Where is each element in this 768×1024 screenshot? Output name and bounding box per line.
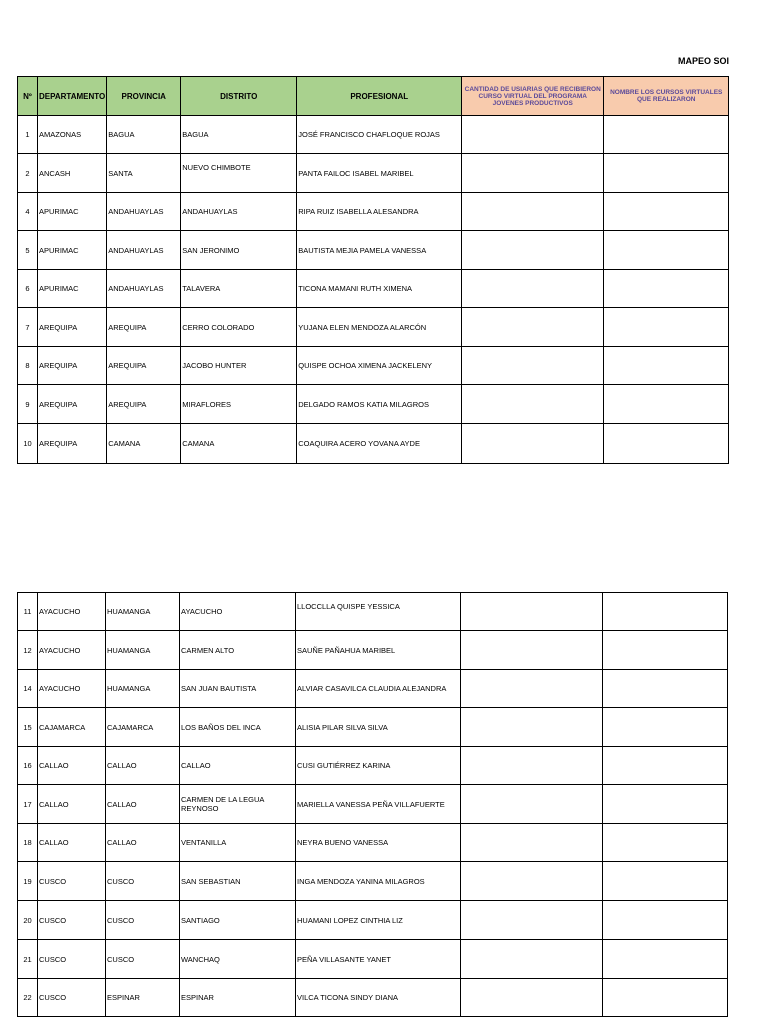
table-row <box>18 979 728 1017</box>
profesional-cell: PEÑA VILLASANTE YANET <box>296 940 461 979</box>
table-row <box>18 424 729 464</box>
profesional-cell: MARIELLA VANESSA PEÑA VILLAFUERTE <box>296 785 461 824</box>
distrito-cell: LOS BAÑOS DEL INCA <box>180 708 296 747</box>
cantidad-cell <box>462 424 604 464</box>
departamento-cell: CALLAO <box>38 824 106 862</box>
provincia-cell: ANDAHUAYLAS <box>107 193 181 231</box>
departamento-cell: APURIMAC <box>38 193 107 231</box>
cantidad-cell <box>461 708 603 747</box>
row-number: 11 <box>18 593 38 631</box>
profesional-cell: PANTA FAILOC ISABEL MARIBEL <box>297 154 462 193</box>
cantidad-cell <box>461 785 603 824</box>
cantidad-cell <box>461 670 603 708</box>
profesional-cell: LLOCCLLA QUISPE YESSICA <box>296 593 461 631</box>
distrito-cell: CARMEN ALTO <box>180 631 296 670</box>
row-number: 7 <box>18 308 38 347</box>
table-row <box>18 116 729 154</box>
distrito-cell: AYACUCHO <box>180 593 296 631</box>
profesional-cell: NEYRA BUENO VANESSA <box>296 824 461 862</box>
nombre-cursos-cell <box>603 593 728 631</box>
table-row <box>18 154 729 193</box>
nombre-cursos-cell <box>604 193 729 231</box>
header-departamento: DEPARTAMENTO <box>38 77 107 116</box>
distrito-cell: SAN JERONIMO <box>181 231 297 270</box>
departamento-cell: CAJAMARCA <box>38 708 106 747</box>
provincia-cell: AREQUIPA <box>107 308 181 347</box>
provincia-cell: ANDAHUAYLAS <box>107 270 181 308</box>
distrito-cell: JACOBO HUNTER <box>181 347 297 385</box>
distrito-cell: SANTIAGO <box>180 901 296 940</box>
cantidad-cell <box>461 824 603 862</box>
profesional-cell: QUISPE OCHOA XIMENA JACKELENY <box>297 347 462 385</box>
provincia-cell: CAMANA <box>107 424 181 464</box>
table-row <box>18 901 728 940</box>
table-row <box>18 824 728 862</box>
departamento-cell: CALLAO <box>38 747 106 785</box>
nombre-cursos-cell <box>603 862 728 901</box>
profesional-cell: BAUTISTA MEJIA PAMELA VANESSA <box>297 231 462 270</box>
profesional-cell: DELGADO RAMOS KATIA MILAGROS <box>297 385 462 424</box>
cantidad-cell <box>462 116 604 154</box>
profesional-cell: ALISIA PILAR SILVA SILVA <box>296 708 461 747</box>
header-cantidad: CANTIDAD DE USIARIAS QUE RECIBIERON CURSO VIRTUAL DEL PROGRAMA JOVENES PRODUCTIVOS <box>462 77 604 116</box>
provincia-cell: BAGUA <box>107 116 181 154</box>
departamento-cell: ANCASH <box>38 154 107 193</box>
provincia-cell: CALLAO <box>106 747 180 785</box>
cantidad-cell <box>461 631 603 670</box>
cantidad-cell <box>461 593 603 631</box>
departamento-cell: APURIMAC <box>38 270 107 308</box>
nombre-cursos-cell <box>604 308 729 347</box>
profesional-cell: CUSI GUTIÉRREZ KARINA <box>296 747 461 785</box>
cantidad-cell <box>462 193 604 231</box>
departamento-cell: CUSCO <box>38 979 106 1017</box>
cantidad-cell <box>461 940 603 979</box>
distrito-cell: CERRO COLORADO <box>181 308 297 347</box>
table-row <box>18 940 728 979</box>
departamento-cell: CALLAO <box>38 785 106 824</box>
table-row <box>18 231 729 270</box>
row-number: 1 <box>18 116 38 154</box>
table-row <box>18 593 728 631</box>
profesional-cell: VILCA TICONA SINDY DIANA <box>296 979 461 1017</box>
departamento-cell: AREQUIPA <box>38 347 107 385</box>
table-row <box>18 708 728 747</box>
row-number: 20 <box>18 901 38 940</box>
cantidad-cell <box>462 270 604 308</box>
table-row <box>18 670 728 708</box>
table-row <box>18 785 728 824</box>
distrito-cell: TALAVERA <box>181 270 297 308</box>
table-row <box>18 862 728 901</box>
provincia-cell: CUSCO <box>106 901 180 940</box>
provincia-cell: AREQUIPA <box>107 347 181 385</box>
provincia-cell: CALLAO <box>106 785 180 824</box>
nombre-cursos-cell <box>603 785 728 824</box>
profesional-cell: ALVIAR CASAVILCA CLAUDIA ALEJANDRA <box>296 670 461 708</box>
header-provincia: PROVINCIA <box>107 77 181 116</box>
row-number: 10 <box>18 424 38 464</box>
mapeo-table-top <box>17 76 729 464</box>
profesional-cell: COAQUIRA ACERO YOVANA AYDE <box>297 424 462 464</box>
provincia-cell: ESPINAR <box>106 979 180 1017</box>
table-row <box>18 193 729 231</box>
distrito-cell: VENTANILLA <box>180 824 296 862</box>
row-number: 4 <box>18 193 38 231</box>
departamento-cell: AYACUCHO <box>38 631 106 670</box>
header-nombre-cursos: NOMBRE LOS CURSOS VIRTUALES QUE REALIZARON <box>604 77 729 116</box>
provincia-cell: CAJAMARCA <box>106 708 180 747</box>
row-number: 17 <box>18 785 38 824</box>
cantidad-cell <box>462 231 604 270</box>
table-row <box>18 308 729 347</box>
departamento-cell: AYACUCHO <box>38 593 106 631</box>
nombre-cursos-cell <box>604 231 729 270</box>
departamento-cell: CUSCO <box>38 940 106 979</box>
nombre-cursos-cell <box>603 979 728 1017</box>
cantidad-cell <box>462 308 604 347</box>
departamento-cell: APURIMAC <box>38 231 107 270</box>
row-number: 18 <box>18 824 38 862</box>
distrito-cell: CALLAO <box>180 747 296 785</box>
provincia-cell: SANTA <box>107 154 181 193</box>
profesional-cell: JOSÉ FRANCISCO CHAFLOQUE ROJAS <box>297 116 462 154</box>
departamento-cell: AMAZONAS <box>38 116 107 154</box>
provincia-cell: HUAMANGA <box>106 631 180 670</box>
nombre-cursos-cell <box>604 154 729 193</box>
departamento-cell: CUSCO <box>38 901 106 940</box>
nombre-cursos-cell <box>603 901 728 940</box>
provincia-cell: AREQUIPA <box>107 385 181 424</box>
profesional-cell: INGA MENDOZA YANINA MILAGROS <box>296 862 461 901</box>
nombre-cursos-cell <box>603 940 728 979</box>
profesional-cell: YUJANA ELEN MENDOZA ALARCÓN <box>297 308 462 347</box>
header-row <box>18 77 729 116</box>
provincia-cell: HUAMANGA <box>106 593 180 631</box>
row-number: 16 <box>18 747 38 785</box>
distrito-cell: CARMEN DE LA LEGUA REYNOSO <box>180 785 296 824</box>
distrito-cell: MIRAFLORES <box>181 385 297 424</box>
row-number: 5 <box>18 231 38 270</box>
provincia-cell: HUAMANGA <box>106 670 180 708</box>
distrito-cell: ESPINAR <box>180 979 296 1017</box>
table-row <box>18 347 729 385</box>
row-number: 14 <box>18 670 38 708</box>
row-number: 21 <box>18 940 38 979</box>
table-row <box>18 631 728 670</box>
cantidad-cell <box>462 385 604 424</box>
table-row <box>18 385 729 424</box>
cantidad-cell <box>461 747 603 785</box>
nombre-cursos-cell <box>603 670 728 708</box>
nombre-cursos-cell <box>604 424 729 464</box>
row-number: 8 <box>18 347 38 385</box>
profesional-cell: HUAMANI LOPEZ CINTHIA LIZ <box>296 901 461 940</box>
nombre-cursos-cell <box>603 708 728 747</box>
cantidad-cell <box>462 347 604 385</box>
departamento-cell: AYACUCHO <box>38 670 106 708</box>
nombre-cursos-cell <box>604 270 729 308</box>
header-profesional: PROFESIONAL <box>297 77 462 116</box>
profesional-cell: SAUÑE PAÑAHUA MARIBEL <box>296 631 461 670</box>
distrito-cell: SAN JUAN BAUTISTA <box>180 670 296 708</box>
cantidad-cell <box>461 862 603 901</box>
departamento-cell: AREQUIPA <box>38 308 107 347</box>
departamento-cell: AREQUIPA <box>38 385 107 424</box>
table-row <box>18 270 729 308</box>
distrito-cell: NUEVO CHIMBOTE <box>181 154 297 193</box>
profesional-cell: RIPA RUIZ ISABELLA ALESANDRA <box>297 193 462 231</box>
nombre-cursos-cell <box>603 824 728 862</box>
provincia-cell: CALLAO <box>106 824 180 862</box>
departamento-cell: AREQUIPA <box>38 424 107 464</box>
row-number: 2 <box>18 154 38 193</box>
mapeo-table-bottom <box>17 592 728 1017</box>
row-number: 12 <box>18 631 38 670</box>
nombre-cursos-cell <box>604 116 729 154</box>
provincia-cell: CUSCO <box>106 940 180 979</box>
provincia-cell: CUSCO <box>106 862 180 901</box>
cantidad-cell <box>461 901 603 940</box>
row-number: 9 <box>18 385 38 424</box>
distrito-cell: ANDAHUAYLAS <box>181 193 297 231</box>
cantidad-cell <box>461 979 603 1017</box>
row-number: 22 <box>18 979 38 1017</box>
profesional-cell: TICONA MAMANI RUTH XIMENA <box>297 270 462 308</box>
provincia-cell: ANDAHUAYLAS <box>107 231 181 270</box>
departamento-cell: CUSCO <box>38 862 106 901</box>
cantidad-cell <box>462 154 604 193</box>
row-number: 19 <box>18 862 38 901</box>
nombre-cursos-cell <box>604 347 729 385</box>
header-num: Nº <box>18 77 38 116</box>
table-row <box>18 747 728 785</box>
row-number: 6 <box>18 270 38 308</box>
distrito-cell: WANCHAQ <box>180 940 296 979</box>
page-title: MAPEO SOI <box>678 56 730 66</box>
distrito-cell: CAMANA <box>181 424 297 464</box>
distrito-cell: BAGUA <box>181 116 297 154</box>
distrito-cell: SAN SEBASTIAN <box>180 862 296 901</box>
header-distrito: DISTRITO <box>181 77 297 116</box>
nombre-cursos-cell <box>603 631 728 670</box>
nombre-cursos-cell <box>604 385 729 424</box>
row-number: 15 <box>18 708 38 747</box>
nombre-cursos-cell <box>603 747 728 785</box>
